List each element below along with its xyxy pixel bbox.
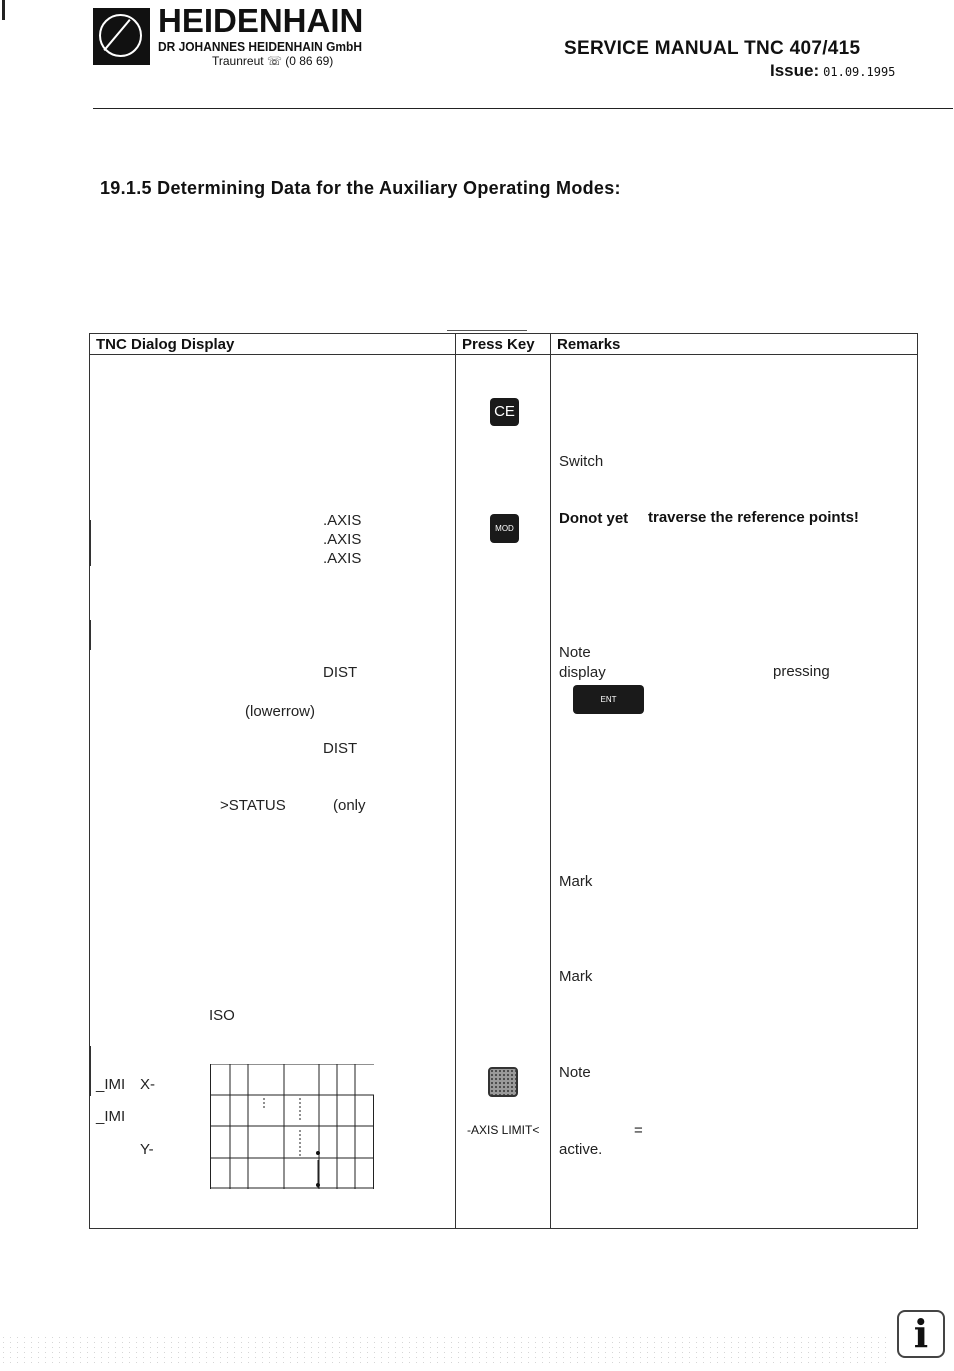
table-column-divider: [455, 333, 456, 1229]
axis-limit-softkey-label: -AXIS LIMIT<: [467, 1123, 540, 1137]
dialog-dist-2: DIST: [323, 740, 358, 757]
issue-label: Issue:: [770, 61, 820, 80]
remark-switch: Switch: [559, 453, 604, 470]
brand-name: HEIDENHAIN: [158, 2, 364, 39]
screen-grid-graphic: [210, 1064, 374, 1189]
remark-traverse-warning: traverse the reference points!: [648, 509, 859, 526]
ce-key: CE: [490, 398, 519, 426]
company-phone: Traunreut ☏ (0 86 69): [212, 54, 334, 68]
remark-display: display: [559, 664, 606, 681]
dialog-axis-3: .AXIS: [323, 550, 362, 567]
dialog-limit-1: _IMI: [96, 1076, 126, 1093]
dialog-iso: ISO: [209, 1007, 235, 1024]
heidenhain-logo: [93, 8, 150, 65]
issue-line: [770, 61, 895, 81]
header-press-key: Press Key: [462, 336, 535, 353]
dialog-dist-1: DIST: [323, 664, 358, 681]
margin-line: [90, 520, 91, 566]
remark-mark-1: Mark: [559, 873, 593, 890]
ent-key: ENT: [573, 685, 644, 714]
dialog-limit-2: _IMI: [96, 1108, 126, 1125]
dialog-status: >STATUS: [220, 797, 286, 814]
remark-note-2: Note: [559, 1064, 591, 1081]
scan-noise: [0, 1335, 890, 1365]
logo-circle-icon: [99, 14, 142, 57]
remark-note-1: Note: [559, 644, 591, 661]
header-dialog-display: TNC Dialog Display: [96, 336, 235, 353]
issue-date: 01.09.1995: [823, 65, 896, 79]
margin-line: [89, 1046, 91, 1096]
remark-donot-yet: Donot yet: [559, 510, 629, 527]
margin-line: [90, 620, 91, 650]
section-heading: 19.1.5 Determining Data for the Auxiliary Operating Modes:: [100, 178, 621, 198]
remark-mark-2: Mark: [559, 968, 593, 985]
remark-equals: =: [634, 1122, 643, 1139]
header-remarks: Remarks: [557, 336, 621, 353]
table-column-divider: [550, 333, 551, 1229]
manual-title: SERVICE MANUAL TNC 407/415: [564, 38, 861, 59]
dialog-axis-2: .AXIS: [323, 531, 362, 548]
remark-active: active.: [559, 1141, 603, 1158]
table-header-divider: [89, 354, 918, 355]
margin-mark: [2, 0, 5, 20]
header-divider: [93, 108, 953, 109]
dialog-axis-1: .AXIS: [323, 512, 362, 529]
dialog-y-minus: Y-: [140, 1141, 154, 1158]
info-icon: i: [897, 1310, 945, 1358]
scan-line: [447, 330, 527, 331]
company-name: DR JOHANNES HEIDENHAIN GmbH: [158, 39, 363, 54]
dialog-lower-row: (lowerrow): [245, 703, 316, 720]
remark-pressing: pressing: [773, 663, 830, 680]
gray-softkey-icon: [488, 1067, 518, 1097]
mod-key: MOD: [490, 514, 519, 543]
dialog-x-minus: X-: [140, 1076, 155, 1093]
dialog-only: (only: [333, 797, 366, 814]
